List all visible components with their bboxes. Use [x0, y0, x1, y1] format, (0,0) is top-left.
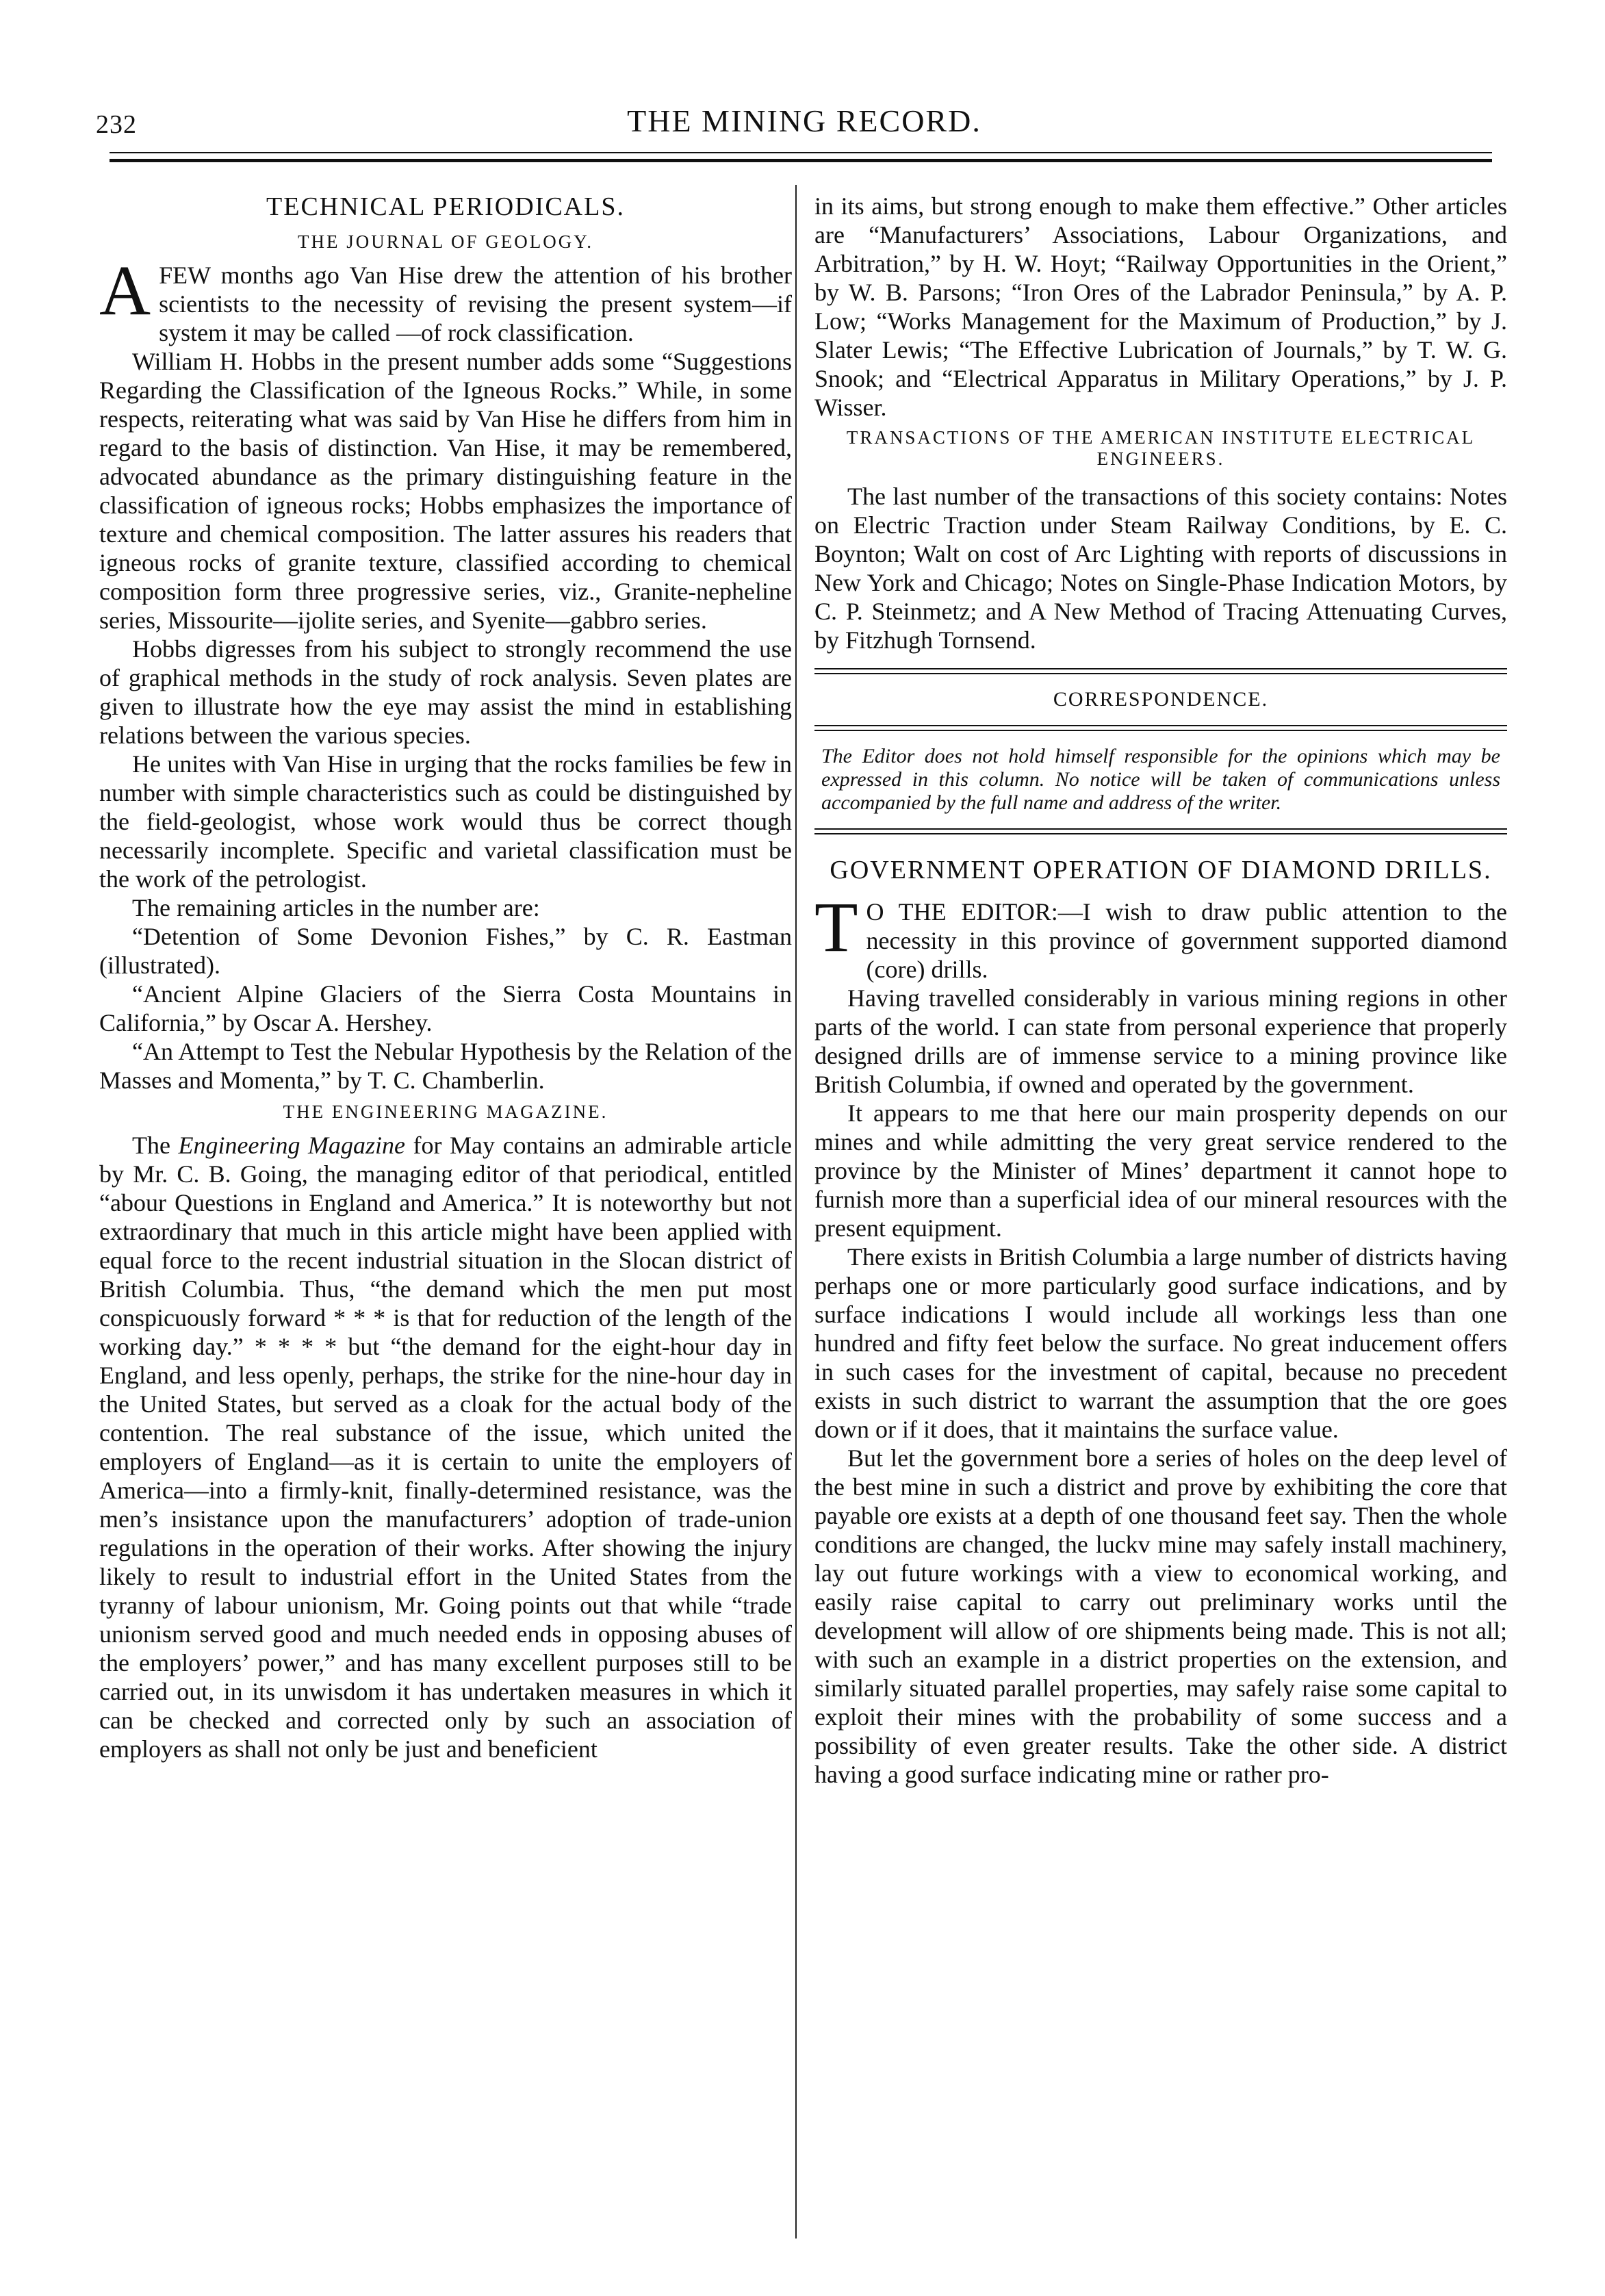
header-rule-bottom: [110, 159, 1492, 162]
paragraph: in its aims, but strong enough to make them effective.” Other articles are “Manufacturers’ Associations, Labour Organizations, and Arbitration,” by H. W. Hoyt; “Railway Opportunities in the Orient,” by W. B. Parsons; “Iron Ores of the Labrador Peninsula,” by A. P. Low; “Works Management for the Maximum of Production,” by J. Slater Lewis; “The Effective Lubrication of Journals,” by T. W. G. Snook; and “Electrical Apparatus in Military Operations,” by J. P. Wisser.: [814, 192, 1507, 421]
running-title: THE MINING RECORD.: [627, 103, 981, 138]
paragraph: The remaining articles in the number are:: [132, 894, 540, 921]
paragraph: The last number of the transactions of this society contains: Notes on Electric Traction under Steam Railway Conditions, by E. C. Boynton; Walt on cost of Arc Lighting with reports of discussions in New York and Chicago; Notes on Single-Phase Indication Motors, by C. P. Steinmetz; and A New Method of Tracing Attenuating Curves, by Fitzhugh Tornsend.: [814, 483, 1507, 654]
page-header: [89, 103, 1519, 144]
column-divider: [795, 185, 797, 2238]
drop-cap: T: [814, 888, 858, 967]
paragraph: Having travelled considerably in various mining regions in other parts of the world. I can state from personal experience that properly designed drills are of immense service to a mining province like British Columbia, if owned and operated by the government.: [814, 984, 1507, 1098]
section-double-rule: [814, 725, 1507, 731]
section-double-rule: [814, 828, 1507, 834]
section-double-rule: [814, 668, 1507, 674]
drop-cap: A: [99, 251, 151, 330]
paragraph: T O THE EDITOR:—I wish to draw public attention to the necessity in this province of government supported diamond (core) drills.: [814, 888, 1507, 983]
paragraph: The Engineering Magazine for May contains an admirable article by Mr. C. B. Going, the managing editor of that periodical, entitled “abour Questions in England and America.” It is noteworthy but not extraordinary that much in this article might have been applied with equal force to the recent industrial situation in the Slocan district of British Columbia. Thus, “the demand which the men put most conspicuously forward * * * is that for reduction of the length of the working day.” * * * * but “the demand for the eight-hour day in England, and less openly, perhaps, the strike for the nine-hour day in the United States, but served as a cloak for the actual body of the contention. The real substance of the issue, which united the employers of England—as it is certain to unite the employers of America—into a firmly-knit, finally-determined resistance, was the men’s insistance upon the manufacturers’ adoption of trade-union regulations in the operation of their works. After showing the injury likely to result to industrial effort in the United States from the tyranny of labour unionism, Mr. Going points out that while “trade unionism served good and much needed ends in opposing abuses of the employers’ power,” and has many excellent purposes still to be carried out, in its unwisdom it has undertaken measures in which it can be checked and corrected only by such an association of employers as shall not only be just and beneficient: [99, 1132, 792, 1763]
paragraph: He unites with Van Hise in urging that the rocks families be few in number with simple characteristics such as could be distinguished by the field-geologist, whose work would thus be correct though necessarily incomplete. Specific and varietal classification must be the work of the petrologist.: [99, 750, 792, 893]
article-title: GOVERNMENT OPERATION OF DIAMOND DRILLS.: [830, 856, 1492, 884]
left-column: [99, 192, 792, 1763]
page-number: 232: [96, 110, 137, 139]
paragraph: “Detention of Some Devonion Fishes,” by C. R. Eastman (illustrated).: [99, 923, 792, 979]
subsection-aiee-transactions: TRANSACTIONS OF THE AMERICAN INSTITUTE ELECTRICAL ENGINEERS.: [846, 427, 1476, 469]
editor-disclaimer: The Editor does not hold himself responsible for the opinions which may be expressed in this column. No notice will be taken of communications unless accompanied by the full name and address of the writer.: [821, 745, 1500, 814]
paragraph: There exists in British Columbia a large number of districts having perhaps one or more particularly good surface indications, and by surface indications I would include all workings less than one hundred and fifty feet below the surface. No great inducement offers in such cases for the investment of capital, because no precedent exists in such district to warrant the assumption that the ore goes down or if it does, that it maintains the surface value.: [814, 1243, 1507, 1443]
paragraph: But let the government bore a series of holes on the deep level of the best mine in such a district and prove by exhibiting the core that payable ore exists at a depth of one thousand feet say. Then the whole conditions are changed, the luckv mine may safely install machinery, lay out future workings with a view to economical working, and easily raise capital to carry out preliminary works until the development will allow of ore shipments being made. This is not all; with such an example in a district properties on the extension, and similarly situated parallel properties, may safely raise some capital to exploit their mines with the probability of some success and a possibility of even greater results. Take the other side. A district having a good surface indicating mine or rather pro-: [814, 1444, 1507, 1788]
paragraph: “An Attempt to Test the Nebular Hypothesis by the Relation of the Masses and Momenta,” by T. C. Chamberlin.: [99, 1038, 792, 1094]
right-column: [814, 192, 1507, 1789]
subsection-engineering-magazine: THE ENGINEERING MAGAZINE.: [283, 1101, 608, 1122]
paragraph: Hobbs digresses from his subject to strongly recommend the use of graphical methods in the study of rock analysis. Seven plates are given to illustrate how the eye may assist the mind in establishing relations between the various species.: [99, 635, 792, 749]
magazine-title: Engineering Magazine: [178, 1132, 405, 1159]
paragraph: AFEW months ago Van Hise drew the attention of his brother scientists to the necessity of revising the present system—if system it may be called —of rock classification.: [99, 251, 792, 346]
paragraph: William H. Hobbs in the present number adds some “Suggestions Regarding the Classification of the Igneous Rocks.” While, in some respects, reiterating what was said by Van Hise he differs from him in regard to the basis of distinction. Van Hise, it may be remembered, advocated abundance as the primary distinguishing feature in the classification of igneous rocks; Hobbs emphasizes the importance of texture and chemical composition. The latter assures his readers that igneous rocks of granite texture, classified according to chemical composition form three progressive series, viz., Granite-nepheline series, Missourite—ijolite series, and Syenite—gabbro series.: [99, 348, 792, 634]
paragraph: It appears to me that here our main prosperity depends on our mines and while admitting the very great service rendered to the province by the Minister of Mines’ department it cannot hope to furnish more than a superficial idea of our mineral resources with the present equipment.: [814, 1099, 1507, 1242]
paragraph: “Ancient Alpine Glaciers of the Sierra Costa Mountains in California,” by Oscar A. Hershey.: [99, 980, 792, 1036]
subsection-journal-of-geology: THE JOURNAL OF GEOLOGY.: [298, 231, 593, 252]
header-rule-top: [110, 152, 1492, 153]
correspondence-title: CORRESPONDENCE.: [1053, 688, 1269, 711]
section-title-technical-periodicals: TECHNICAL PERIODICALS.: [266, 192, 625, 221]
